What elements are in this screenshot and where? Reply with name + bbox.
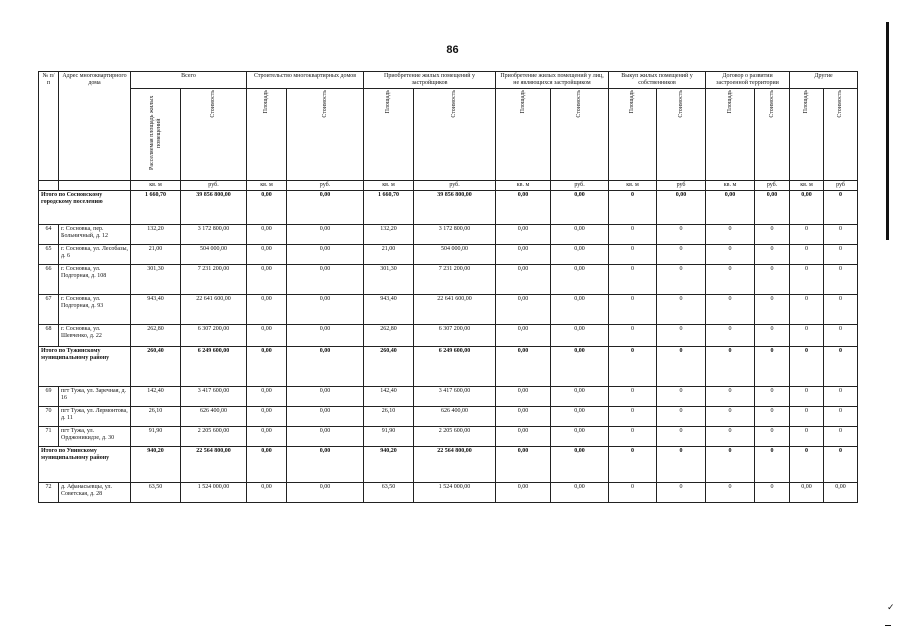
value-cell: 63,50 [131,483,181,503]
value-cell: 0 [657,427,706,447]
header-group-purchase-developers: Приобретение жилых помещений у застройщиков [364,72,496,89]
value-cell: 0 [706,245,755,265]
unit-empty-no [39,181,59,191]
value-cell: 0 [657,347,706,387]
header-row-units [39,181,858,191]
value-cell: 3 172 800,00 [181,225,247,245]
value-cell: 0,00 [496,245,551,265]
value-cell: 0,00 [496,483,551,503]
value-cell: 0,00 [247,265,287,295]
value-cell: 0,00 [287,483,364,503]
value-cell: 0 [755,347,790,387]
header-row-groups [39,72,858,89]
value-cell: 0,00 [496,447,551,483]
value-cell: 91,90 [364,427,414,447]
unit-cell: кв. м [790,181,824,191]
value-cell: 0,00 [790,483,824,503]
value-cell: 0,00 [551,245,609,265]
value-cell: 0 [824,191,858,225]
subtotal-label: Итого по Сосновскому городскому поселению [39,191,131,225]
unit-cell: руб. [287,181,364,191]
value-cell: 0 [790,387,824,407]
value-cell: 0 [755,427,790,447]
value-cell: 0 [609,191,657,225]
unit-cell: руб [824,181,858,191]
unit-cell: кв. м [364,181,414,191]
subcol-header [287,89,364,181]
value-cell: 0 [706,295,755,325]
value-cell: 1 524 000,00 [181,483,247,503]
value-cell: 0,00 [551,295,609,325]
value-cell: 0,00 [496,295,551,325]
value-cell: 6 307 200,00 [414,325,496,347]
header-group-construction: Строительство многоквартирных домов [247,72,364,89]
row-number: 65 [39,245,59,265]
value-cell: 262,80 [131,325,181,347]
row-address: г. Сосновка, ул. Шевченко, д. 22 [59,325,131,347]
header-no: № п/п [39,72,59,181]
value-cell: 63,50 [364,483,414,503]
row-number: 72 [39,483,59,503]
value-cell: 0,00 [247,325,287,347]
subtotal-label: Итого по Унинскому муниципальному району [39,447,131,483]
value-cell: 0,00 [496,347,551,387]
value-cell: 39 856 800,00 [414,191,496,225]
row-number: 70 [39,407,59,427]
value-cell: 0,00 [551,427,609,447]
value-cell: 1 524 000,00 [414,483,496,503]
subtotal-row [39,347,858,387]
value-cell: 0,00 [551,387,609,407]
value-cell: 21,00 [131,245,181,265]
value-cell: 943,40 [131,295,181,325]
value-cell: 0,00 [247,191,287,225]
value-cell: 0,00 [247,225,287,245]
value-cell: 0 [657,325,706,347]
value-cell: 0 [657,295,706,325]
value-cell: 0 [609,387,657,407]
value-cell: 0,00 [287,387,364,407]
value-cell: 0 [706,447,755,483]
subcol-header [657,89,706,181]
value-cell: 0 [706,483,755,503]
value-cell: 0 [790,347,824,387]
value-cell: 22 641 600,00 [414,295,496,325]
value-cell: 132,20 [364,225,414,245]
value-cell: 91,90 [131,427,181,447]
subcol-label: Стоимость [451,90,458,118]
value-cell: 0 [657,447,706,483]
value-cell: 0 [824,225,858,245]
subcol-label: Стоимость [321,90,328,118]
header-group-total: Всего [131,72,247,89]
subcol-header [496,89,551,181]
value-cell: 940,20 [131,447,181,483]
value-cell: 0,00 [551,325,609,347]
value-cell: 0,00 [247,483,287,503]
value-cell: 22 641 600,00 [181,295,247,325]
row-number: 69 [39,387,59,407]
unit-cell: кв. м [496,181,551,191]
unit-cell: кв. м [706,181,755,191]
subcol-label: Стоимость [677,90,684,118]
value-cell: 0,00 [551,225,609,245]
value-cell: 0 [609,295,657,325]
value-cell: 0 [609,407,657,427]
value-cell: 0,00 [287,265,364,295]
value-cell: 0,00 [287,427,364,447]
value-cell: 0,00 [287,407,364,427]
value-cell: 0,00 [706,191,755,225]
value-cell: 0 [755,265,790,295]
unit-cell: кв. м [131,181,181,191]
subcol-header [414,89,496,181]
value-cell: 0 [755,387,790,407]
value-cell: 0,00 [287,295,364,325]
value-cell: 260,40 [131,347,181,387]
subcol-label: Площадь [385,90,392,114]
value-cell: 0 [755,407,790,427]
subcol-label: Площадь [629,90,636,114]
page-number: 86 [446,44,459,56]
corner-dash [885,625,891,626]
value-cell: 0,00 [496,427,551,447]
value-cell: 0 [824,325,858,347]
value-cell: 0,00 [496,191,551,225]
table-row [39,265,858,295]
subcol-header [755,89,790,181]
value-cell: 26,10 [364,407,414,427]
value-cell: 504 000,00 [181,245,247,265]
table-row [39,427,858,447]
corner-mark: ✓ [887,602,895,612]
row-address: пгт Тужа, ул. Орджоникидзе, д. 30 [59,427,131,447]
row-address: г. Сосновка, ул. Подгорная, д. 108 [59,265,131,295]
value-cell: 0 [824,295,858,325]
value-cell: 0 [790,325,824,347]
table-row [39,245,858,265]
subtotal-label: Итого по Тужинскому муниципальному району [39,347,131,387]
subcol-header [609,89,657,181]
value-cell: 301,30 [364,265,414,295]
value-cell: 26,10 [131,407,181,427]
header-group-development-agreement: Договор о развитии застроенной территории [706,72,790,89]
subcol-label: Стоимость [576,90,583,118]
value-cell: 0,00 [496,387,551,407]
value-cell: 0 [824,347,858,387]
table-row [39,225,858,245]
unit-cell: руб. [181,181,247,191]
value-cell: 0,00 [496,407,551,427]
unit-cell: руб. [755,181,790,191]
value-cell: 142,40 [131,387,181,407]
value-cell: 0,00 [657,191,706,225]
value-cell: 0 [755,447,790,483]
housing-report-table [38,71,858,503]
subcol-header [181,89,247,181]
value-cell: 0,00 [287,325,364,347]
value-cell: 0 [790,295,824,325]
value-cell: 2 205 600,00 [414,427,496,447]
unit-empty-address [59,181,131,191]
subcol-header [706,89,755,181]
row-address: пгт Тужа, ул. Заречная, д. 16 [59,387,131,407]
subcol-header [551,89,609,181]
value-cell: 0,00 [551,265,609,295]
value-cell: 0,00 [551,191,609,225]
value-cell: 0 [609,245,657,265]
value-cell: 0 [657,265,706,295]
unit-cell: руб. [551,181,609,191]
row-number: 68 [39,325,59,347]
value-cell: 0 [790,407,824,427]
value-cell: 0 [609,483,657,503]
value-cell: 0 [755,483,790,503]
subcol-label: Площадь [263,90,269,114]
value-cell: 0 [657,387,706,407]
value-cell: 6 307 200,00 [181,325,247,347]
value-cell: 0,00 [790,191,824,225]
value-cell: 0 [706,347,755,387]
value-cell: 0,00 [755,191,790,225]
subcol-label: Стоимость [768,90,775,118]
value-cell: 301,30 [131,265,181,295]
row-number: 66 [39,265,59,295]
header-address: Адрес многоквартирного дома [59,72,131,181]
value-cell: 0,00 [287,447,364,483]
value-cell: 0,00 [551,347,609,387]
value-cell: 0 [657,483,706,503]
value-cell: 0,00 [247,427,287,447]
row-address: д. Афанасьевцы, ул. Советская, д. 28 [59,483,131,503]
value-cell: 7 231 200,00 [181,265,247,295]
table-row [39,325,858,347]
value-cell: 0 [609,347,657,387]
subcol-label: Площадь [726,90,733,114]
subcol-header [247,89,287,181]
table-row [39,387,858,407]
value-cell: 0,00 [247,295,287,325]
value-cell: 0,00 [496,325,551,347]
value-cell: 3 417 600,00 [414,387,496,407]
value-cell: 626 400,00 [181,407,247,427]
table-row [39,407,858,427]
value-cell: 0,00 [247,347,287,387]
value-cell: 943,40 [364,295,414,325]
value-cell: 2 205 600,00 [181,427,247,447]
row-number: 64 [39,225,59,245]
row-number: 67 [39,295,59,325]
value-cell: 940,20 [364,447,414,483]
value-cell: 3 172 800,00 [414,225,496,245]
subtotal-row [39,447,858,483]
value-cell: 0,00 [247,407,287,427]
value-cell: 6 249 600,00 [414,347,496,387]
row-address: г. Сосновка, ул. Лесобазы, д. 6 [59,245,131,265]
unit-cell: руб [657,181,706,191]
value-cell: 0,00 [287,191,364,225]
value-cell: 0 [824,387,858,407]
value-cell: 3 417 600,00 [181,387,247,407]
unit-cell: кв. м [247,181,287,191]
subtotal-row [39,191,858,225]
value-cell: 0 [824,447,858,483]
subcol-label: Стоимость [837,90,844,118]
value-cell: 260,40 [364,347,414,387]
table-row [39,483,858,503]
value-cell: 0,00 [247,387,287,407]
value-cell: 0,00 [496,265,551,295]
value-cell: 0 [706,387,755,407]
unit-cell: кв. м [609,181,657,191]
subcol-label: Расселяемая площадь жилых помещений [148,95,162,171]
value-cell: 0,00 [824,483,858,503]
row-number: 71 [39,427,59,447]
header-group-buyout: Выкуп жилых помещений у собственников [609,72,706,89]
value-cell: 0,00 [287,225,364,245]
value-cell: 0 [706,265,755,295]
value-cell: 262,80 [364,325,414,347]
value-cell: 0 [609,427,657,447]
value-cell: 1 660,70 [364,191,414,225]
value-cell: 0 [657,407,706,427]
subcol-header [131,89,181,181]
value-cell: 22 564 800,00 [414,447,496,483]
value-cell: 21,00 [364,245,414,265]
value-cell: 1 660,70 [131,191,181,225]
value-cell: 0 [755,245,790,265]
value-cell: 504 000,00 [414,245,496,265]
table-row [39,295,858,325]
value-cell: 0,00 [551,447,609,483]
value-cell: 0 [824,245,858,265]
value-cell: 0 [755,225,790,245]
value-cell: 0 [657,245,706,265]
value-cell: 0 [824,407,858,427]
row-address: пгт Тужа, ул. Лермонтова, д. 11 [59,407,131,427]
value-cell: 0 [657,225,706,245]
header-row-subcolumns [39,89,858,181]
subcol-label: Площадь [803,90,810,114]
subcol-label: Стоимость [210,90,216,118]
value-cell: 142,40 [364,387,414,407]
value-cell: 0 [790,265,824,295]
value-cell: 0 [706,325,755,347]
value-cell: 0 [609,265,657,295]
value-cell: 0 [790,447,824,483]
value-cell: 0 [609,325,657,347]
header-group-other: Другие [790,72,858,89]
value-cell: 0,00 [551,483,609,503]
value-cell: 0 [790,225,824,245]
value-cell: 7 231 200,00 [414,265,496,295]
value-cell: 0,00 [247,447,287,483]
margin-rule [886,22,889,240]
header-group-purchase-others: Приобретение жилых помещений у лиц, не являющихся застройщиком [496,72,609,89]
subcol-label: Площадь [519,90,526,114]
value-cell: 0,00 [496,225,551,245]
value-cell: 0 [790,427,824,447]
value-cell: 22 564 800,00 [181,447,247,483]
value-cell: 0 [706,407,755,427]
value-cell: 626 400,00 [414,407,496,427]
row-address: г. Сосновка, ул. Подгорная, д. 93 [59,295,131,325]
value-cell: 0,00 [287,347,364,387]
value-cell: 0 [706,225,755,245]
value-cell: 0 [755,325,790,347]
row-address: г. Сосновка, пер. Больничный, д. 12 [59,225,131,245]
value-cell: 0 [824,265,858,295]
unit-cell: руб. [414,181,496,191]
value-cell: 0,00 [551,407,609,427]
value-cell: 132,20 [131,225,181,245]
value-cell: 0,00 [247,245,287,265]
subcol-header [790,89,824,181]
value-cell: 0,00 [287,245,364,265]
subcol-header [824,89,858,181]
value-cell: 0 [824,427,858,447]
value-cell: 0 [755,295,790,325]
value-cell: 6 249 600,00 [181,347,247,387]
value-cell: 0 [790,245,824,265]
value-cell: 39 856 800,00 [181,191,247,225]
value-cell: 0 [609,447,657,483]
value-cell: 0 [609,225,657,245]
value-cell: 0 [706,427,755,447]
subcol-header [364,89,414,181]
